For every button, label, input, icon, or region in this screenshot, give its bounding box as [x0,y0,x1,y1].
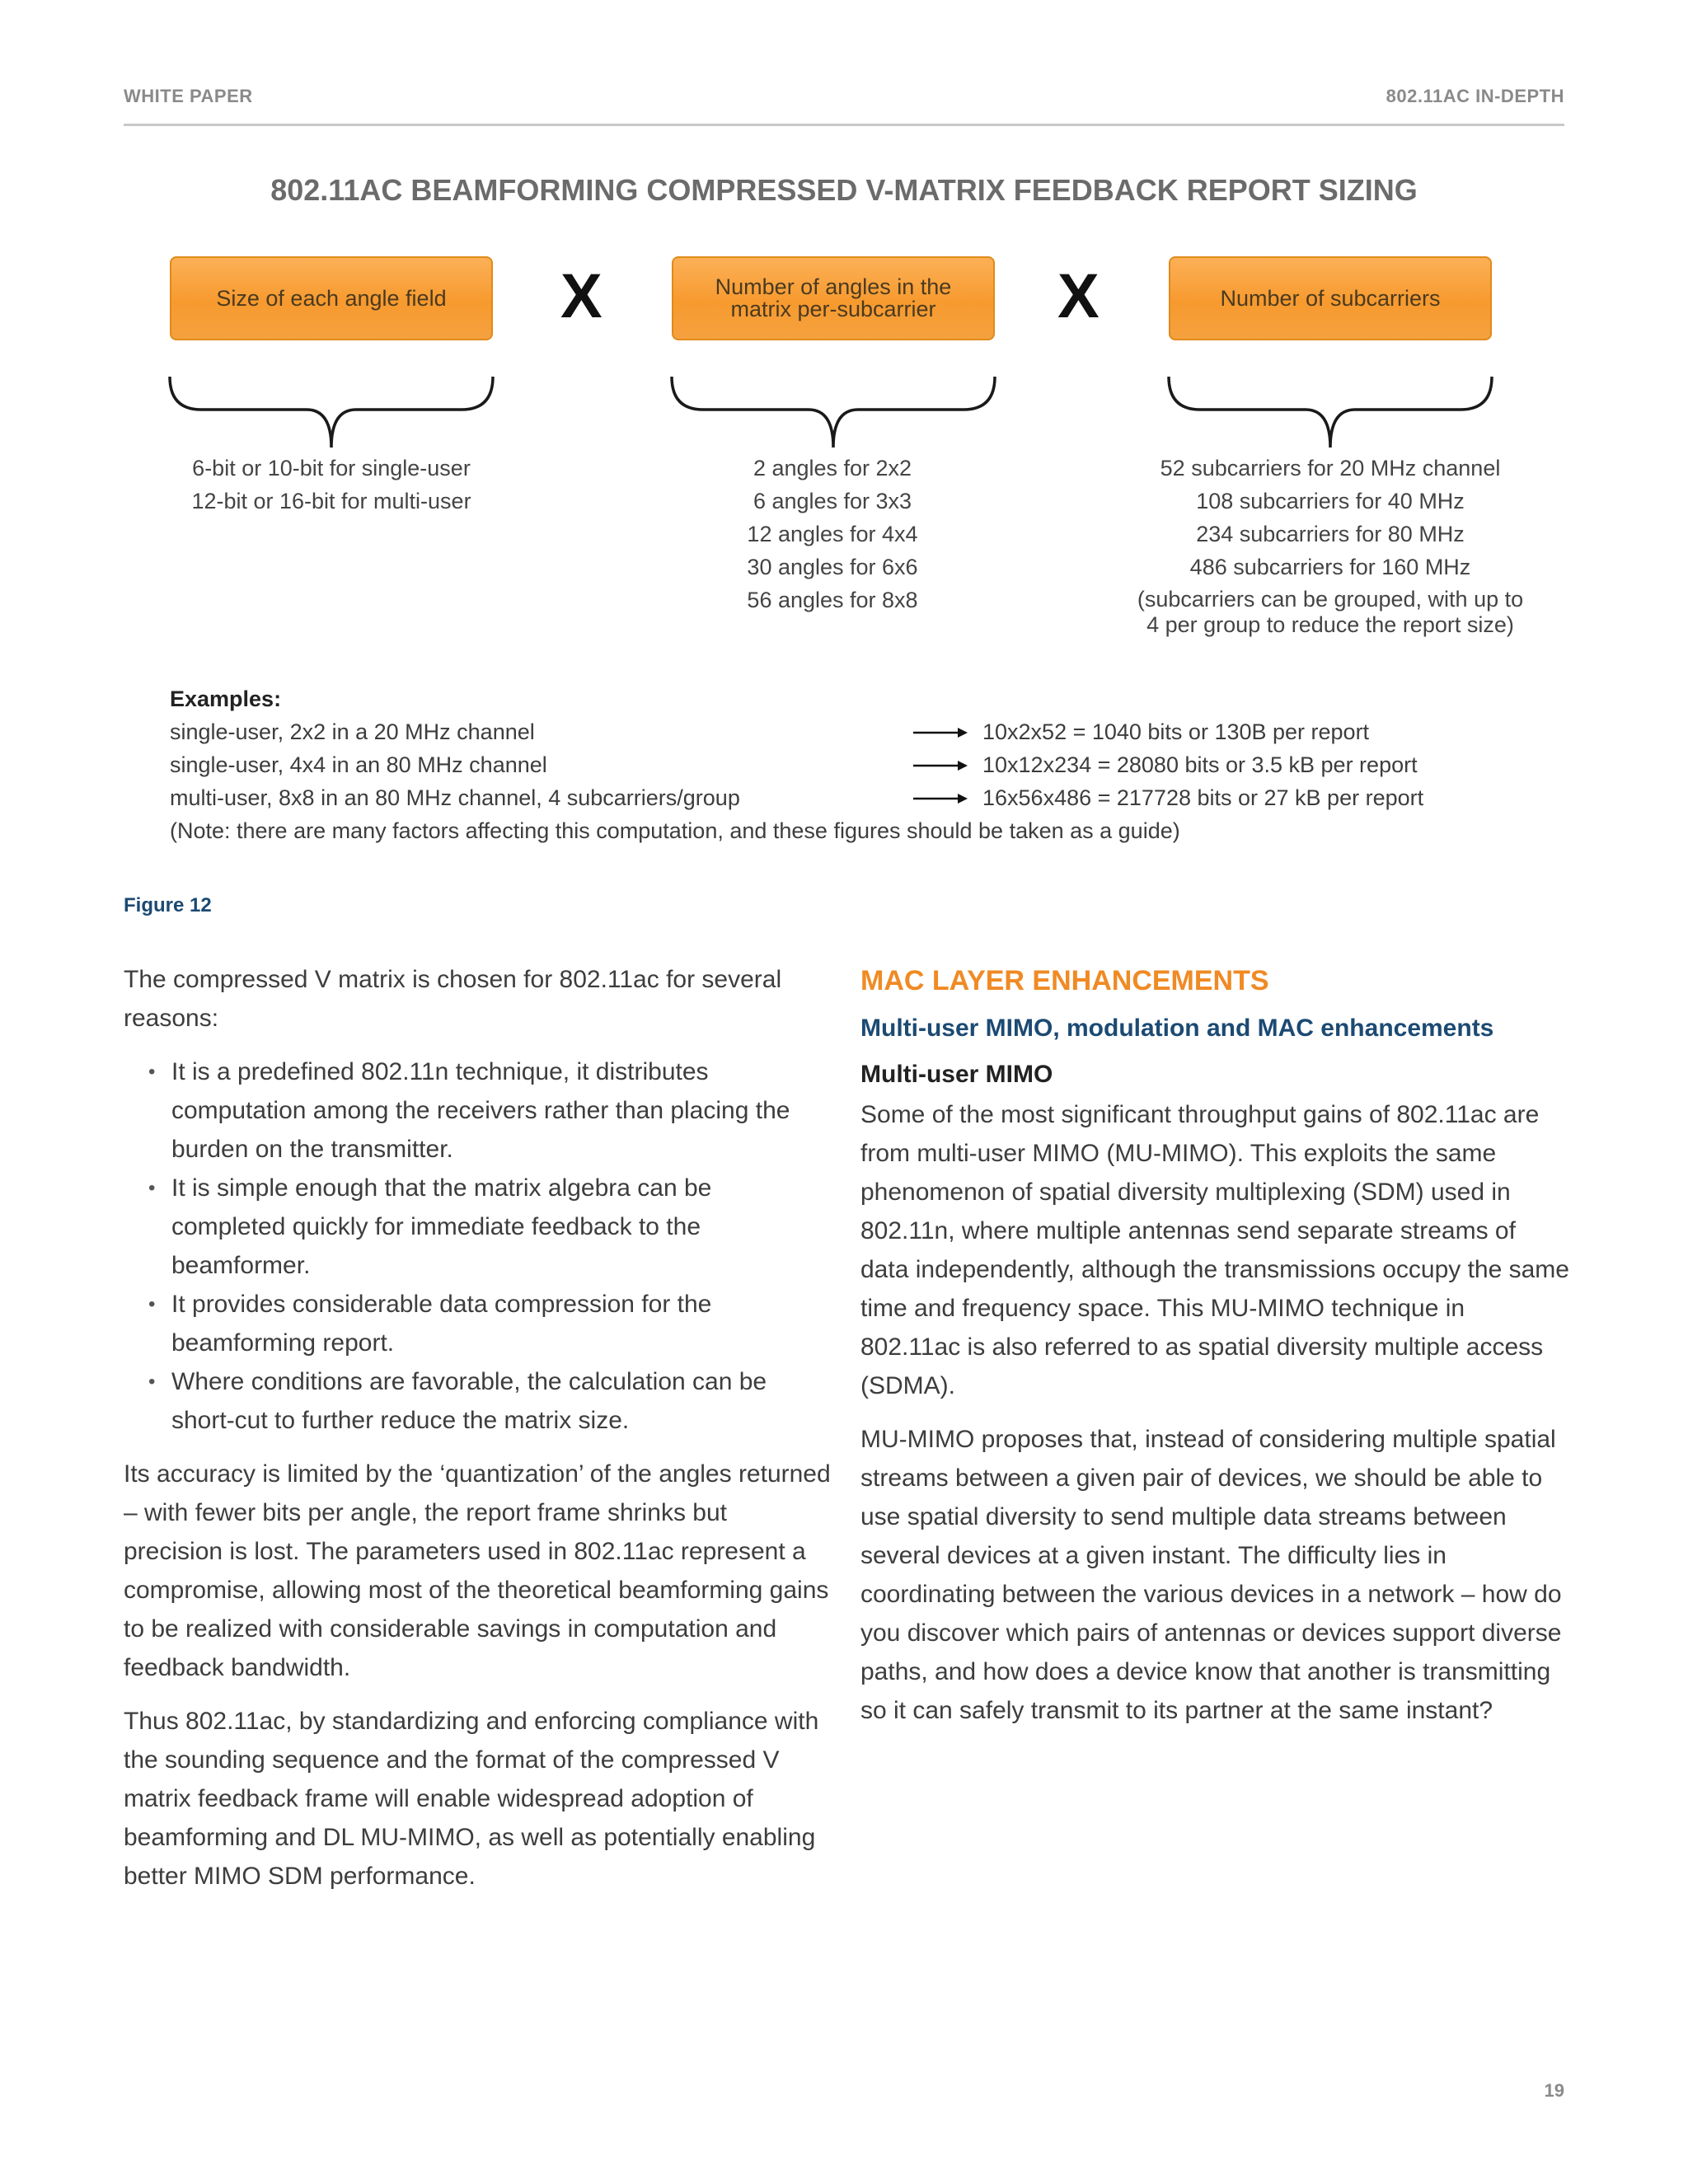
list-item: 12-bit or 16-bit for multi-user [191,489,471,513]
note-line: 4 per group to reduce the report size) [1146,612,1514,637]
multiply-sign: X [1057,261,1100,331]
grouping-note [1116,587,1545,638]
list-item: 108 subcarriers for 40 MHz [1196,489,1465,513]
list-item: 12 angles for 4x4 [747,522,918,546]
box-label: Size of each angle field [216,285,447,311]
list-item: • It provides considerable data compression for the beamforming report. [171,1285,832,1362]
example-row [170,748,1418,781]
list-item: 30 angles for 6x6 [747,555,918,579]
examples-title: Examples: [170,687,282,711]
arrow-right-icon [912,748,969,781]
list-item: 6-bit or 10-bit for single-user [192,456,471,480]
reasons-list [124,1052,832,1440]
right-column [860,960,1569,1745]
example-result: 10x12x234 = 28080 bits or 3.5 kB per report [982,752,1418,777]
section-subheading: Multi-user MIMO, modulation and MAC enhancements [860,1015,1494,1042]
topic-heading: Multi-user MIMO [860,1061,1053,1088]
examples-block [170,682,1424,847]
example-label: single-user, 4x4 in an 80 MHz channel [170,752,547,777]
curly-brace-icon [670,375,996,449]
list-item: • Where conditions are favorable, the calculation can be short-cut to further reduce the matrix size. [171,1362,832,1440]
mu-mimo-paragraph: Some of the most significant throughput gains of 802.11ac are from multi-user MIMO (MU-MIMO). This exploits the same phenomenon of spatial diversity multiplexing (SDM) used in 802.11n, where multiple antennas send separate streams of data independently, although the transmissions occupy the same time and frequency space. This MU-MIMO technique in 802.11ac is also referred to as spatial diversity multiple access (SDMA). [860,1101,1569,1399]
list-item: 2 angles for 2x2 [753,456,912,480]
angle-field-size-box [170,256,493,340]
example-label: single-user, 2x2 in a 20 MHz channel [170,719,535,744]
subcarrier-list [1116,452,1545,638]
section-heading: MAC LAYER ENHANCEMENTS [860,965,1269,996]
mu-mimo-proposal-paragraph: MU-MIMO proposes that, instead of considering multiple spatial streams between a given pair of devices, we should be able to use spatial diversity to send multiple data streams between several devices at a given instant. The difficulty lies in coordinating between the various devices in a network – how do you discover which pairs of antennas or devices support diverse paths, and how does a device know that another is transmitting so it can safely transmit to its partner at the same instant? [860,1426,1562,1724]
curly-brace-icon [168,375,495,449]
example-row [170,715,1370,748]
figure-title: 802.11AC BEAMFORMING COMPRESSED V-MATRIX FEEDBACK REPORT SIZING [270,173,1418,207]
example-result: 16x56x486 = 217728 bits or 27 kB per report [982,785,1424,810]
quantization-paragraph: Its accuracy is limited by the ‘quantization’ of the angles returned – with fewer bits per angle, the report frame shrinks but precision is lost. The parameters used in 802.11ac represent a compromise, allowing most of the theoretical beamforming gains to be realized with considerable savings in computation and feedback bandwidth. [124,1460,831,1681]
angle-size-list [117,452,546,518]
list-item: 486 subcarriers for 160 MHz [1189,555,1471,579]
list-item: • It is simple enough that the matrix algebra can be completed quickly for immediate feedback to the beamformer. [171,1169,832,1285]
left-column [124,960,832,1910]
header-doc-type: WHITE PAPER [124,86,253,106]
arrow-right-icon [912,715,969,748]
box-label: Number of subcarriers [1220,285,1441,311]
multiply-sign: X [560,261,603,331]
header-doc-title: 802.11AC IN-DEPTH [1386,86,1564,106]
arrow-right-icon [912,781,969,814]
list-item: 52 subcarriers for 20 MHz channel [1160,456,1501,480]
angles-per-subcarrier-box [672,256,995,340]
list-item: 56 angles for 8x8 [747,588,918,612]
angle-count-list [618,452,1047,616]
note-line: (subcarriers can be grouped, with up to [1137,587,1524,612]
header-divider [124,124,1564,126]
intro-paragraph: The compressed V matrix is chosen for 802.11ac for several reasons: [124,966,782,1032]
example-result: 10x2x52 = 1040 bits or 130B per report [982,719,1370,744]
list-item: 234 subcarriers for 80 MHz [1196,522,1465,546]
list-item: 6 angles for 3x3 [753,489,912,513]
figure-caption: Figure 12 [124,894,212,916]
examples-note: (Note: there are many factors affecting this computation, and these figures should be taken as a guide) [170,818,1180,843]
subcarriers-box [1169,256,1492,340]
example-label: multi-user, 8x8 in an 80 MHz channel, 4 subcarriers/group [170,785,740,810]
box-label: Number of angles in the matrix per-subcarrier [715,274,952,321]
list-item: • It is a predefined 802.11n technique, it distributes computation among the receivers rather than placing the burden on the transmitter. [171,1052,832,1169]
conclusion-paragraph: Thus 802.11ac, by standardizing and enforcing compliance with the sounding sequence and the format of the compressed V matrix feedback frame will enable widespread adoption of beamforming and DL MU-MIMO, as well as potentially enabling better MIMO SDM performance. [124,1708,819,1890]
example-row [170,781,1424,814]
page-number: 19 [1544,2080,1564,2101]
curly-brace-icon [1167,375,1493,449]
